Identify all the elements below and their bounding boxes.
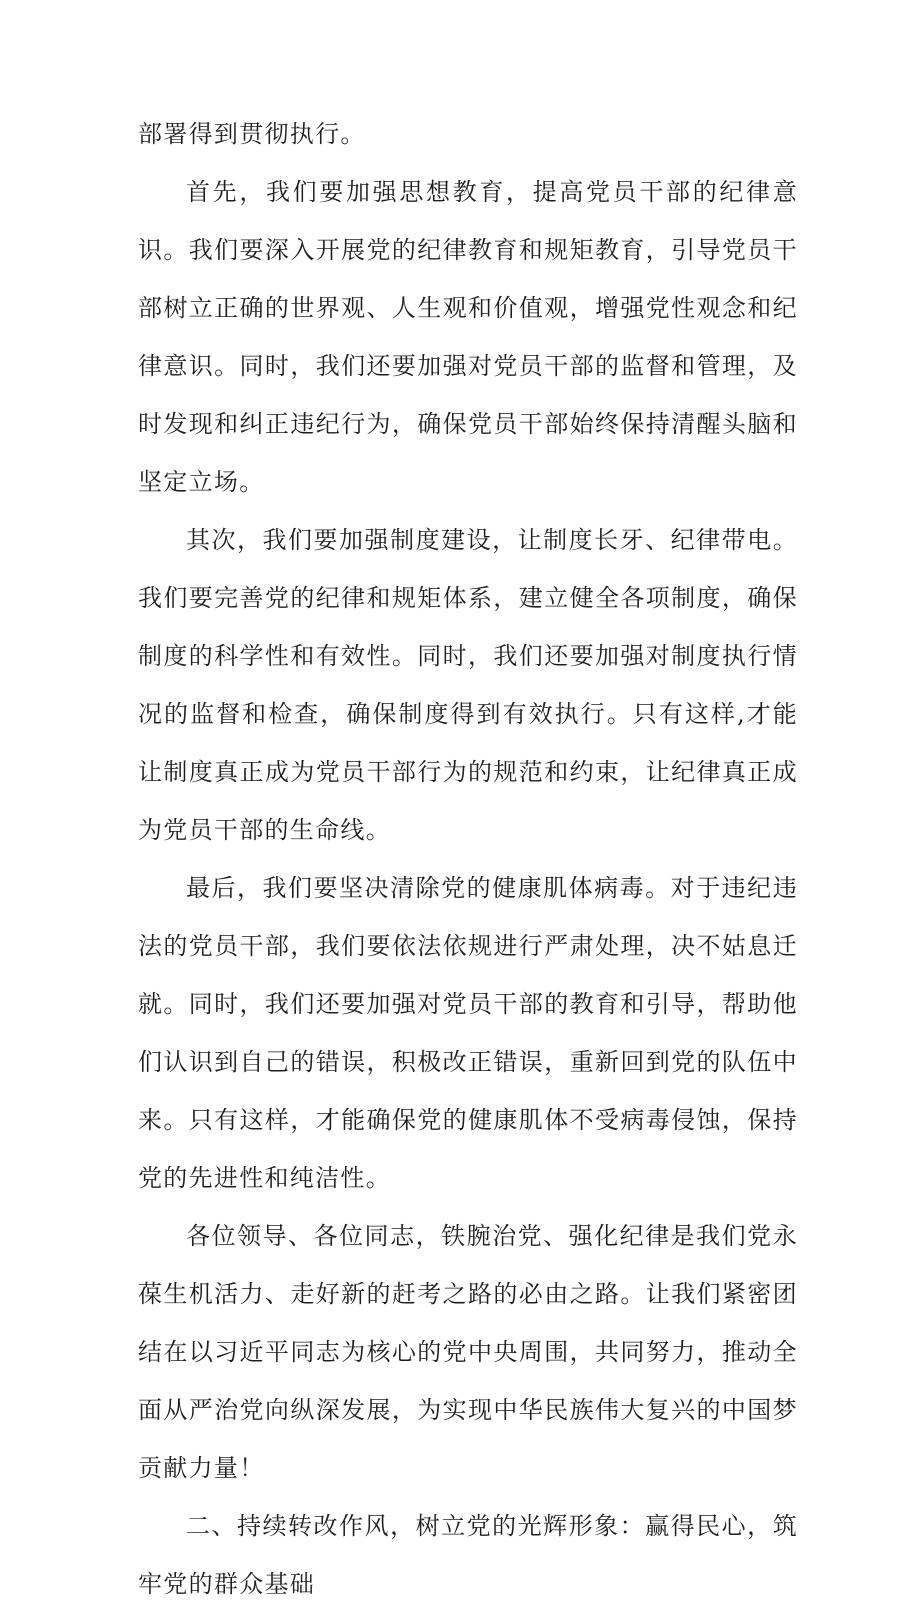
paragraph-continuation: 部署得到贯彻执行。	[138, 120, 366, 148]
document-body	[138, 105, 798, 1613]
paragraph-second: 其次，我们要加强制度建设，让制度长牙、纪律带电。我们要完善党的纪律和规矩体系，建立健全各项制度，确保制度的科学性和有效性。同时，我们还要加强对制度执行情况的监督和检查，确保制度得到有效执行。只有这样,才能让制度真正成为党员干部行为的规范和约束，让纪律真正成为党员干部的生命线。	[138, 526, 798, 844]
section-heading: 二、持续转改作风，树立党的光辉形象：赢得民心，筑牢党的群众基础	[138, 1512, 798, 1598]
paragraph-closing: 各位领导、各位同志，铁腕治党、强化纪律是我们党永葆生机活力、走好新的赶考之路的必由之路。让我们紧密团结在以习近平同志为核心的党中央周围，共同努力，推动全面从严治党向纵深发展，为实现中华民族伟大复兴的中国梦贡献力量！	[138, 1222, 798, 1482]
paragraph-last: 最后，我们要坚决清除党的健康肌体病毒。对于违纪违法的党员干部，我们要依法依规进行严肃处理，决不姑息迁就。同时，我们还要加强对党员干部的教育和引导，帮助他们认识到自己的错误，积极改正错误，重新回到党的队伍中来。只有这样，才能确保党的健康肌体不受病毒侵蚀，保持党的先进性和纯洁性。	[138, 874, 798, 1192]
paragraph-first: 首先，我们要加强思想教育，提高党员干部的纪律意识。我们要深入开展党的纪律教育和规矩教育，引导党员干部树立正确的世界观、人生观和价值观，增强党性观念和纪律意识。同时，我们还要加强对党员干部的监督和管理，及时发现和纠正违纪行为，确保党员干部始终保持清醒头脑和坚定立场。	[138, 178, 798, 496]
